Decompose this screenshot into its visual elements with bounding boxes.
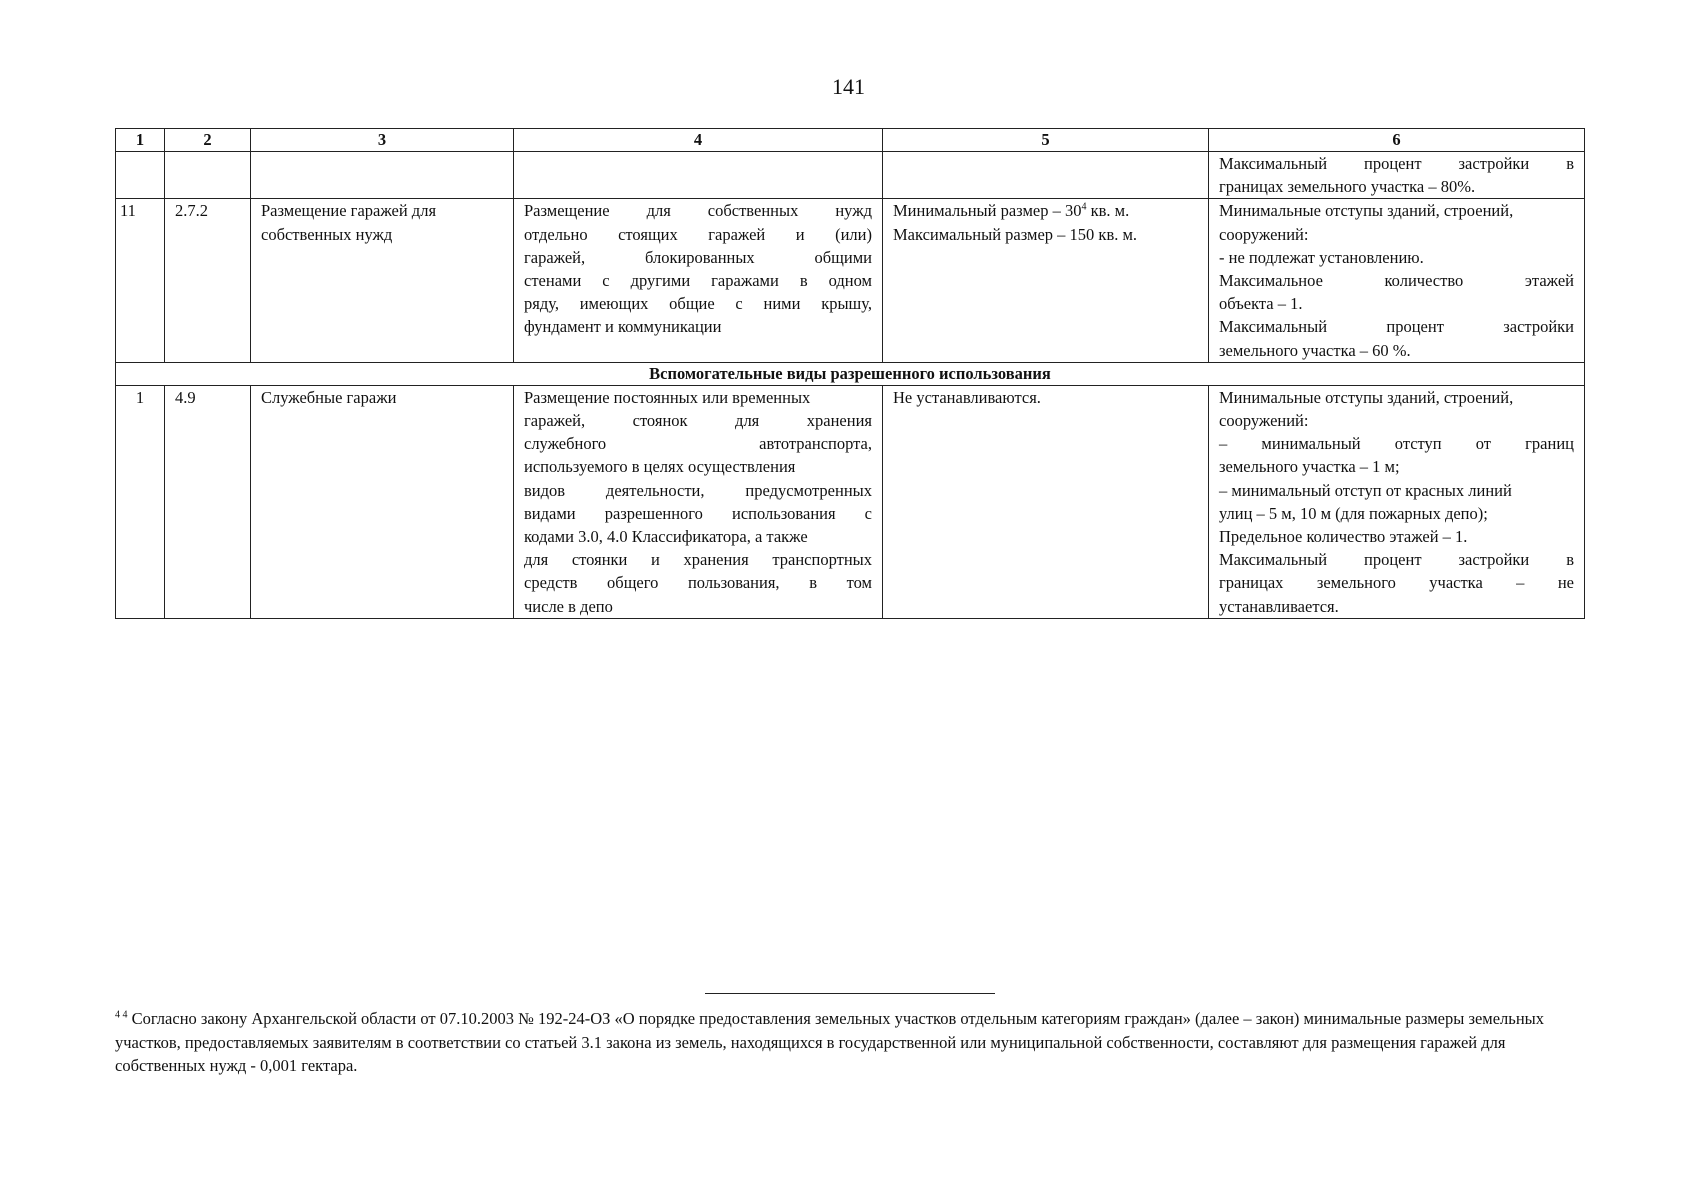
row-size-limits [883, 199, 1209, 362]
row-size-limits: Не устанавливаются. [883, 385, 1209, 618]
table-row [116, 199, 1585, 362]
size-min: Минимальный размер – $30^4$ кв. м. [893, 201, 1130, 221]
row-use-name: Размещение гаражей для собственных нужд [251, 199, 514, 362]
section-header-row [116, 362, 1585, 385]
row-code: 2.7.2 [165, 199, 251, 362]
row-use-name: Служебные гаражи [251, 385, 514, 618]
table-row [116, 385, 1585, 618]
table-header-row [116, 129, 1585, 152]
header-col-5: 5 [883, 129, 1209, 152]
row-description: Размещение для собственных нужд отдельно стоящих гаражей и (или) гаражей, блокированных общими стенами с другими гаражами в одном ряду, имеющих общие с ними крышу, фундамент и коммуникации [514, 199, 883, 362]
row-description: Размещение постоянных или временных гаражей, стоянок для хранения служебного автотранспорта, используемого в целях осуществления видов деятельности, предусмотренных видами разрешенного использования с кодами 3.0, 4.0 Классификатора, а также для стоянки и хранения транспортных средств общего пользования, в том числе в депо [514, 385, 883, 618]
row-number: 11 [116, 199, 165, 362]
land-use-table [115, 128, 1585, 619]
footnote [115, 1007, 1585, 1078]
row-params: Минимальные отступы зданий, строений, сооружений: – минимальный отступ от границ земельного участка – 1 м; – минимальный отступ от красных линий улиц – 5 м, 10 м (для пожарных депо); Предельное количество этажей – 1. Максимальный процент застройки в границах земельного участка – не устанавливается. [1209, 385, 1585, 618]
page-number: 141 [832, 74, 865, 99]
header-col-2: 2 [165, 129, 251, 152]
header-col-3: 3 [251, 129, 514, 152]
footnote-mark: 4 4 [115, 1009, 128, 1021]
footnote-ref: 4 [1081, 201, 1087, 213]
continuation-params: Максимальный процент застройки в границах земельного участка – 80%. [1209, 152, 1585, 199]
header-col-6: 6 [1209, 129, 1585, 152]
header-col-4: 4 [514, 129, 883, 152]
continuation-row [116, 152, 1585, 199]
footnote-separator [705, 993, 995, 994]
row-number: 1 [116, 385, 165, 618]
row-code: 4.9 [165, 385, 251, 618]
row-params: Минимальные отступы зданий, строений, сооружений: - не подлежат установлению. Максимальное количество этажей объекта – 1. Максимальный процент застройки земельного участка – 60 %. [1209, 199, 1585, 362]
footnote-text: Согласно закону Архангельской области от 07.10.2003 № 192-24-ОЗ «О порядке предоставления земельных участков отдельным категориям граждан» (далее – закон) минимальные размеры земельных участков, предоставляемых заявителям в соответствии со статьей 3.1 закона из земель, находящихся в государственной или муниципальной собственности, составляют для размещения гаражей для собственных нужд - 0,001 гектара. [115, 1009, 1544, 1075]
section-title: Вспомогательные виды разрешенного использования [116, 362, 1585, 385]
header-col-1: 1 [116, 129, 165, 152]
size-max: Максимальный размер – 150 кв. м. [893, 224, 1138, 244]
